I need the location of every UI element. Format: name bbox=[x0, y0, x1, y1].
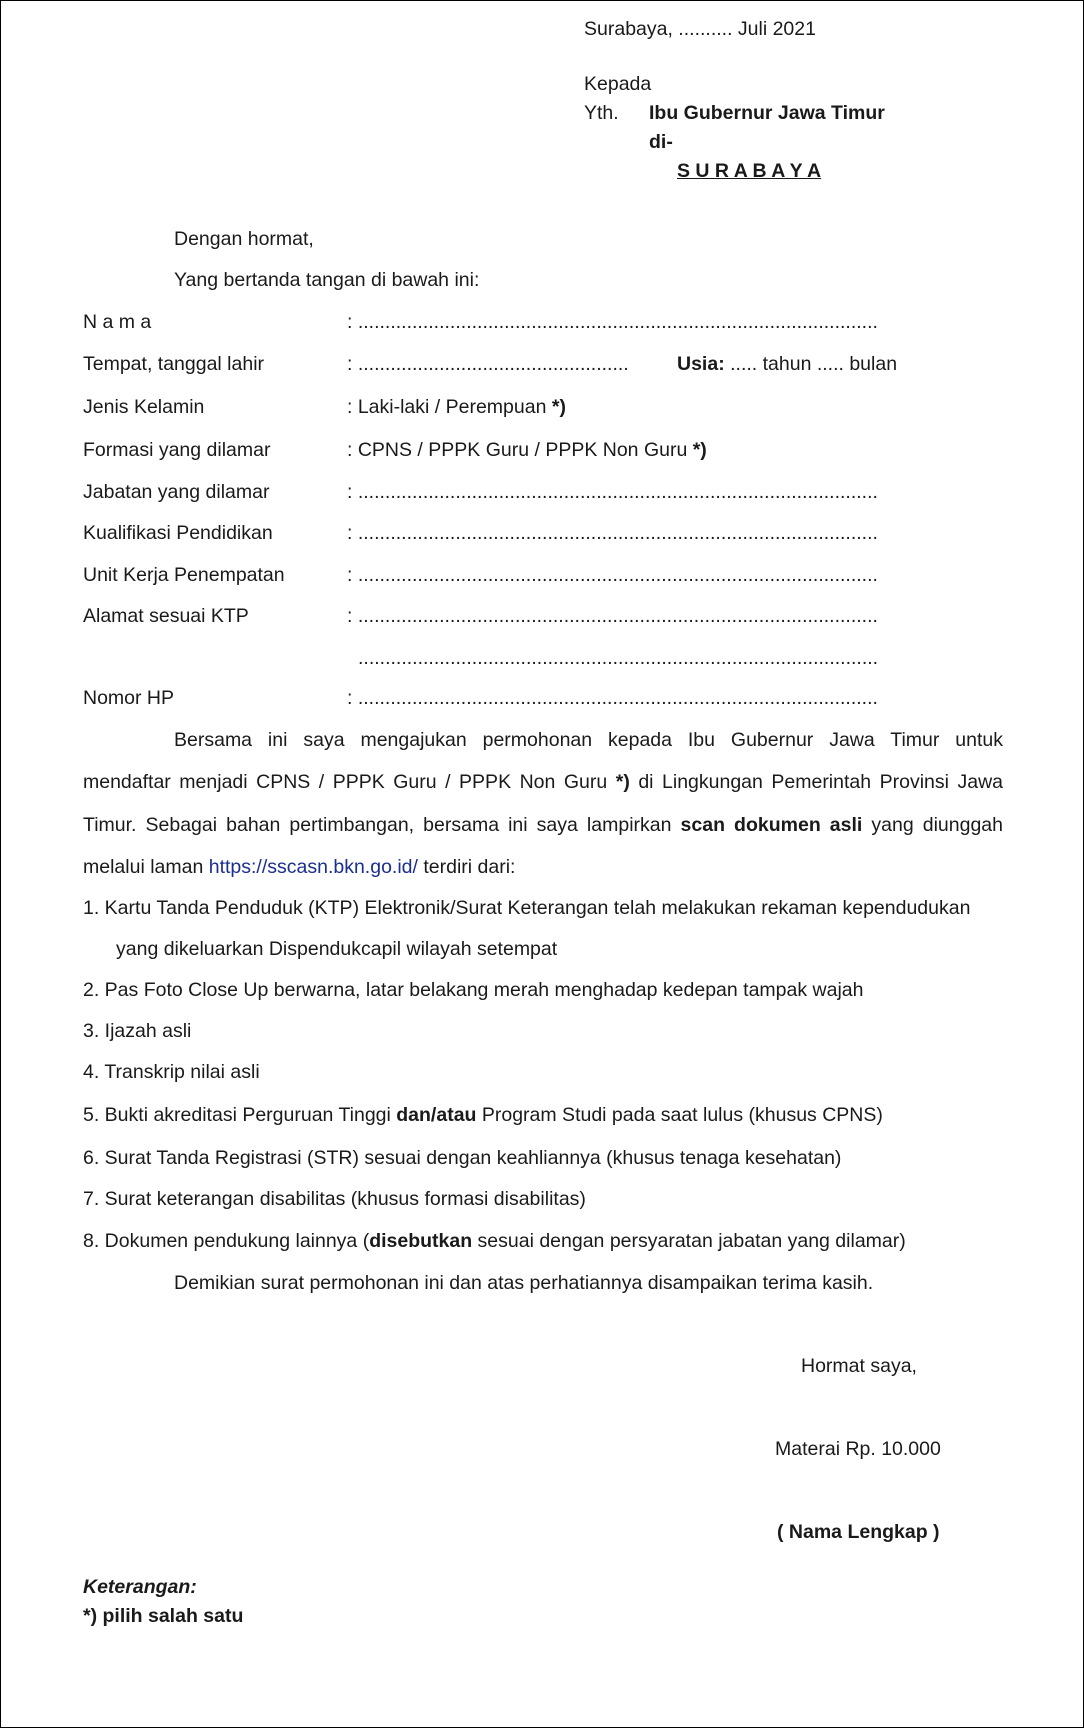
yth-label: Yth. bbox=[584, 102, 619, 124]
sscasn-link[interactable]: https://sscasn.bkn.go.id/ bbox=[208, 856, 418, 878]
formasi-options: : CPNS / PPPK Guru / PPPK Non Guru bbox=[347, 439, 693, 461]
list-item-4: 4. Transkrip nilai asli bbox=[83, 1061, 260, 1083]
list-item-8-a: 8. Dokumen pendukung lainnya ( bbox=[83, 1230, 370, 1252]
usia-value: ..... tahun ..... bulan bbox=[724, 353, 898, 375]
body-line-4-a: melalui laman bbox=[83, 856, 209, 878]
field-value-jabatan: : ................................................................................................ bbox=[347, 481, 878, 503]
list-item-8 bbox=[83, 1229, 906, 1253]
field-label-jenis-kelamin: Jenis Kelamin bbox=[83, 396, 205, 418]
note-title: Keterangan: bbox=[83, 1576, 197, 1598]
field-usia bbox=[677, 352, 897, 376]
list-item-6: 6. Surat Tanda Registrasi (STR) sesuai dengan keahliannya (khusus tenaga kesehatan) bbox=[83, 1147, 842, 1169]
field-label-nomor-hp: Nomor HP bbox=[83, 687, 175, 709]
field-label-ttl: Tempat, tanggal lahir bbox=[83, 353, 265, 375]
di-label: di- bbox=[649, 131, 673, 153]
body-line-3 bbox=[83, 813, 1003, 837]
list-item-5-b: Program Studi pada saat lulus (khusus CPNS) bbox=[476, 1104, 883, 1126]
field-label-kualifikasi: Kualifikasi Pendidikan bbox=[83, 522, 273, 544]
field-label-unit-kerja: Unit Kerja Penempatan bbox=[83, 564, 285, 586]
regards: Hormat saya, bbox=[801, 1355, 917, 1377]
list-item-3: 3. Ijazah asli bbox=[83, 1020, 192, 1042]
body-line-1: Bersama ini saya mengajukan permohonan kepada Ibu Gubernur Jawa Timur untuk bbox=[174, 729, 1003, 751]
intro-text: Yang bertanda tangan di bawah ini: bbox=[174, 269, 480, 291]
field-value-jenis-kelamin bbox=[347, 395, 566, 419]
closing-text: Demikian surat permohonan ini dan atas perhatiannya disampaikan terima kasih. bbox=[174, 1272, 874, 1294]
list-item-5-a: 5. Bukti akreditasi Perguruan Tinggi bbox=[83, 1104, 397, 1126]
kepada-label: Kepada bbox=[584, 73, 652, 95]
scan-dokumen-emphasis: scan dokumen asli bbox=[680, 814, 863, 836]
list-item-5 bbox=[83, 1103, 883, 1127]
signatory-name: ( Nama Lengkap ) bbox=[777, 1521, 940, 1543]
list-item-1: 1. Kartu Tanda Penduduk (KTP) Elektronik/Surat Keterangan telah melakukan rekaman kependudukan bbox=[83, 897, 971, 919]
body-line-2-b: di Lingkungan Pemerintah Provinsi Jawa bbox=[629, 771, 1003, 793]
choose-one-mark: *) bbox=[551, 396, 566, 418]
body-line-2 bbox=[83, 770, 1003, 794]
field-value-ttl: : .................................................. bbox=[347, 353, 629, 375]
jenis-kelamin-options: : Laki-laki / Perempuan bbox=[347, 396, 552, 418]
field-value-nama: : ................................................................................................ bbox=[347, 311, 878, 333]
note-text: *) pilih salah satu bbox=[83, 1605, 244, 1627]
body-line-3-b: yang diunggah bbox=[862, 814, 1003, 836]
destination-city: S U R A B A Y A bbox=[677, 160, 822, 182]
field-label-formasi: Formasi yang dilamar bbox=[83, 439, 271, 461]
field-value-unit-kerja: : ................................................................................................ bbox=[347, 564, 878, 586]
list-item-7: 7. Surat keterangan disabilitas (khusus formasi disabilitas) bbox=[83, 1188, 586, 1210]
field-value-nomor-hp: : ................................................................................................ bbox=[347, 687, 878, 709]
body-line-4 bbox=[83, 855, 515, 879]
body-line-4-b: terdiri dari: bbox=[417, 856, 516, 878]
list-item-2: 2. Pas Foto Close Up berwarna, latar belakang merah menghadap kedepan tampak wajah bbox=[83, 979, 864, 1001]
body-line-2-a: mendaftar menjadi CPNS / PPPK Guru / PPPK Non Guru bbox=[83, 771, 616, 793]
field-label-jabatan: Jabatan yang dilamar bbox=[83, 481, 270, 503]
stamp-duty-note: Materai Rp. 10.000 bbox=[775, 1438, 941, 1460]
field-label-alamat: Alamat sesuai KTP bbox=[83, 605, 249, 627]
salutation: Dengan hormat, bbox=[174, 228, 314, 250]
usia-label: Usia: bbox=[677, 353, 725, 375]
field-label-nama: N a m a bbox=[83, 311, 152, 333]
choose-one-mark: *) bbox=[615, 771, 630, 793]
disebutkan-emphasis: disebutkan bbox=[369, 1230, 473, 1252]
place-date: Surabaya, .......... Juli 2021 bbox=[584, 18, 816, 40]
field-value-kualifikasi: : ................................................................................................ bbox=[347, 522, 878, 544]
addressee: Ibu Gubernur Jawa Timur bbox=[649, 102, 885, 124]
body-line-3-a: Timur. Sebagai bahan pertimbangan, bersama ini saya lampirkan bbox=[83, 814, 681, 836]
dan-atau-emphasis: dan/atau bbox=[396, 1104, 477, 1126]
field-value-alamat: : ................................................................................................ bbox=[347, 605, 878, 627]
choose-one-mark: *) bbox=[692, 439, 707, 461]
list-item-1-cont: yang dikeluarkan Dispendukcapil wilayah setempat bbox=[116, 938, 558, 960]
field-value-formasi bbox=[347, 438, 707, 462]
list-item-8-b: sesuai dengan persyaratan jabatan yang dilamar) bbox=[472, 1230, 906, 1252]
field-value-alamat-cont: ................................................................................................ bbox=[358, 647, 879, 669]
